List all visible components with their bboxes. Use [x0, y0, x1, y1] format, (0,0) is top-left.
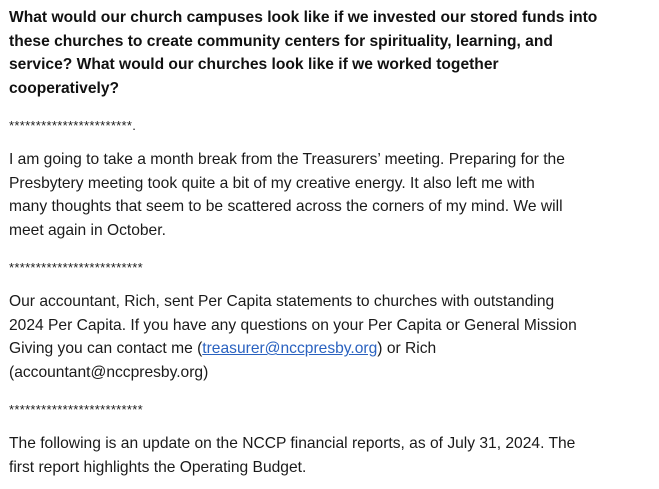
financial-update-paragraph [9, 432, 575, 479]
question-line-4: cooperatively? [9, 79, 120, 97]
separator-2: ************************* [9, 260, 143, 275]
break-line-4: meet again in October. [9, 221, 166, 239]
break-line-2: Presbytery meeting took quite a bit of my creative energy. It also left me with [9, 174, 535, 192]
per-capita-line-2: 2024 Per Capita. If you have any questions on your Per Capita or General Mission [9, 316, 577, 334]
break-line-3: many thoughts that seem to be scattered across the corners of my mind. We will [9, 198, 563, 216]
question-line-1: What would our church campuses look like if we invested our stored funds into [9, 9, 598, 26]
update-line-1: The following is an update on the NCCP financial reports, as of July 31, 2024. The [9, 435, 576, 452]
question-paragraph [9, 6, 597, 100]
per-capita-line-3 [9, 337, 577, 361]
contact-text-before: Giving you can contact me ( [9, 340, 203, 358]
question-line-3: service? What would our churches look like if we worked together [9, 56, 499, 74]
update-line-2: first report highlights the Operating Budget. [9, 458, 307, 476]
per-capita-line-4: (accountant@nccpresby.org) [9, 363, 209, 381]
treasurer-email-link[interactable]: treasurer@nccpresby.org [202, 340, 378, 358]
treasurer-break-paragraph [9, 148, 565, 242]
per-capita-line-1: Our accountant, Rich, sent Per Capita statements to churches with outstanding [9, 293, 555, 310]
question-line-2: these churches to create community centers for spirituality, learning, and [9, 32, 553, 50]
separator-3: ************************* [9, 402, 143, 417]
per-capita-paragraph [9, 290, 577, 384]
contact-text-after: ) or Rich [377, 340, 437, 358]
break-line-1: I am going to take a month break from the Treasurers’ meeting. Preparing for the [9, 151, 565, 168]
separator-1: ***********************. [9, 118, 137, 133]
